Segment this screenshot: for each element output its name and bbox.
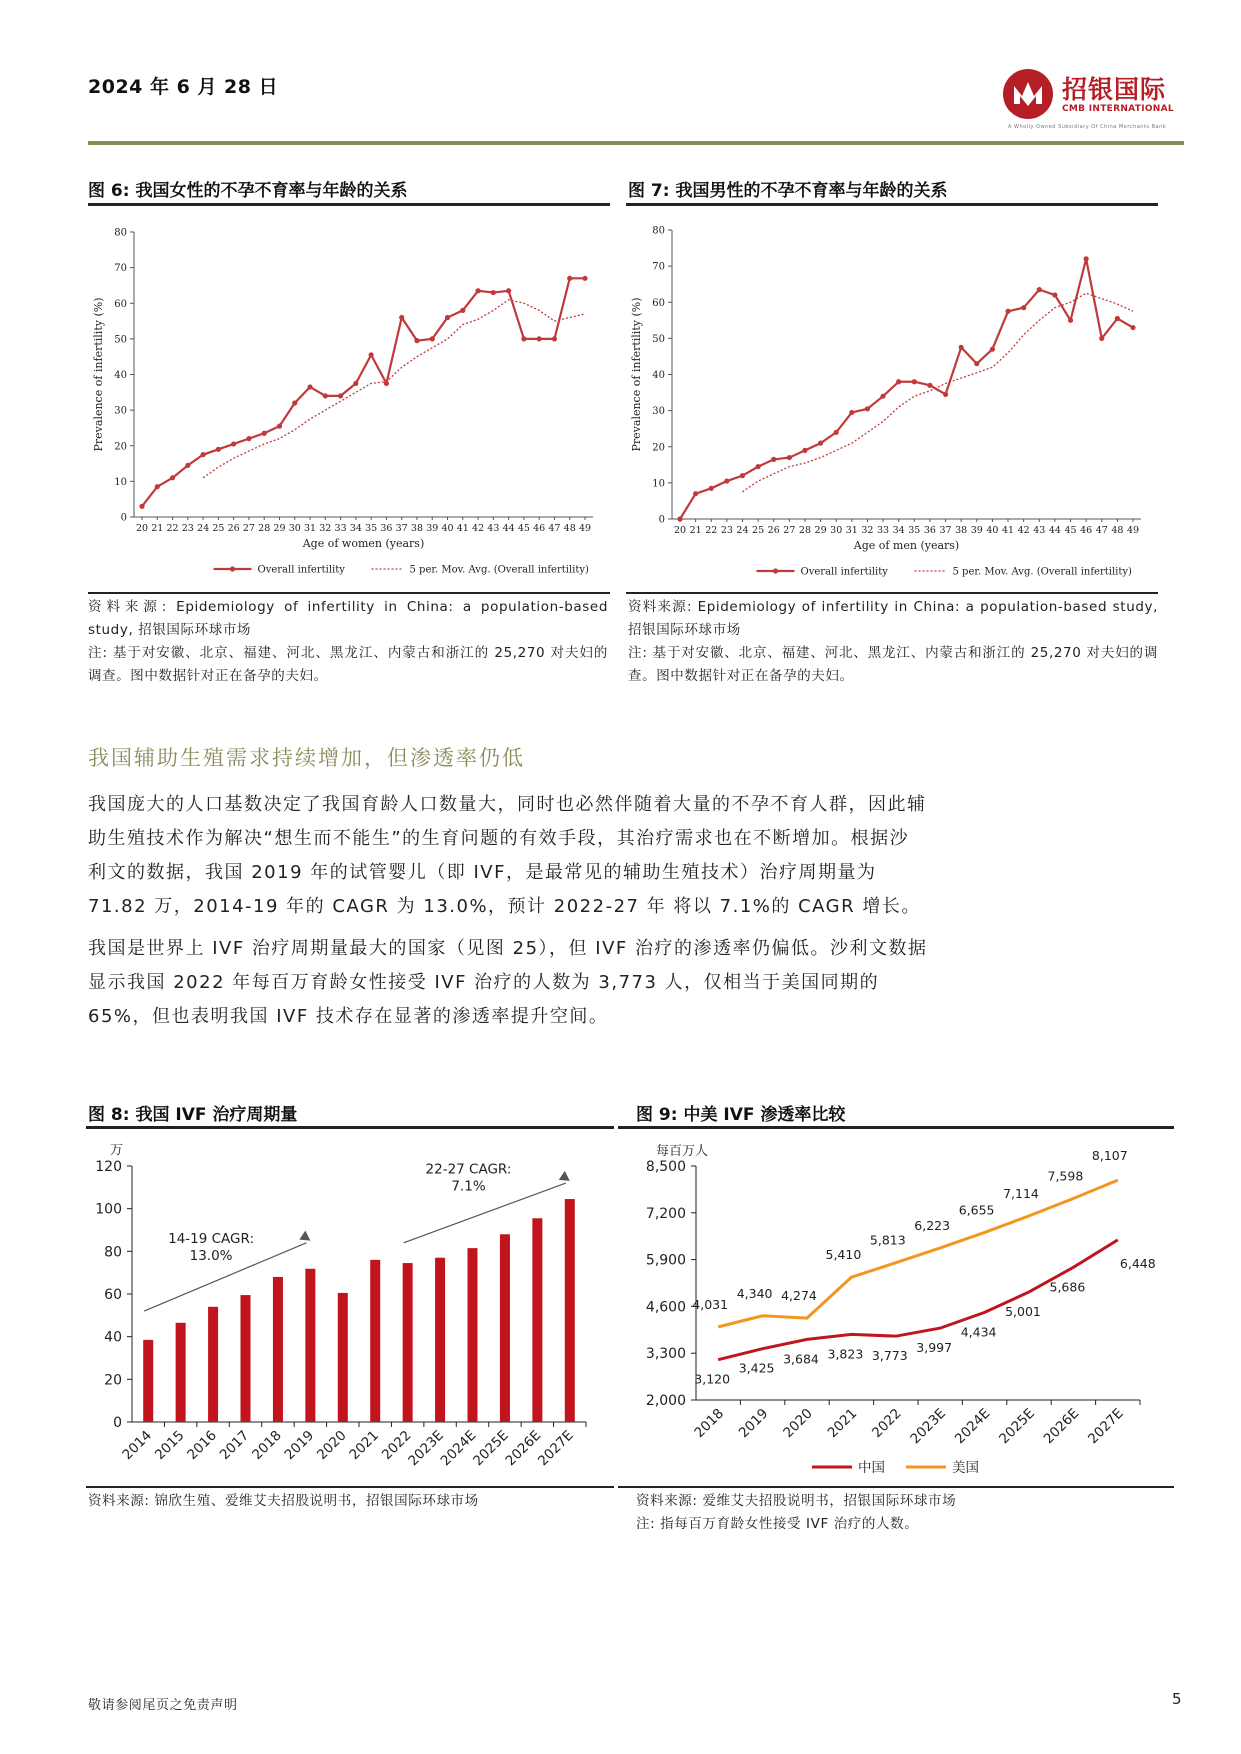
x-tick-label: 2014 [119,1427,156,1464]
data-point [338,393,343,398]
china-data-label: 3,773 [871,1348,908,1364]
data-point [865,406,870,411]
fig9-note: 注: 指每百万育龄女性接受 IVF 治疗的人数。 [636,1516,919,1532]
x-tick-label: 43 [487,523,500,534]
x-tick-label: 41 [456,523,469,534]
x-tick-label: 38 [955,525,968,536]
china-data-label: 6,448 [1119,1255,1156,1271]
x-tick-label: 26 [767,525,780,536]
us-data-label: 4,274 [781,1288,817,1304]
x-tick-label: 21 [151,523,164,534]
bar [338,1293,348,1422]
us-data-label: 8,107 [1091,1148,1128,1164]
bar [403,1263,413,1422]
legend-label-us: 美国 [952,1460,979,1476]
bar [143,1340,153,1422]
data-point [277,424,282,429]
x-tick-label: 47 [1095,525,1108,536]
cagr-arrowhead-1 [299,1231,310,1241]
y-tick-label: 60 [114,298,127,310]
fig6-bottom-rule [88,592,610,594]
data-point [771,457,776,462]
data-point [537,336,542,341]
series-line [142,278,585,506]
fig7-chart [626,208,1158,590]
y-tick-label: 80 [114,227,127,239]
x-tick-label: 41 [1001,525,1015,536]
x-tick-label: 48 [563,523,576,534]
bar [565,1199,575,1422]
data-point [896,379,901,384]
china-data-label: 4,434 [960,1324,997,1340]
y-tick-label: 60 [652,297,665,309]
x-tick-label: 2024E [437,1427,480,1470]
x-tick-label: 2023E [405,1427,447,1470]
x-tick-label: 33 [877,525,890,536]
x-tick-label: 22 [705,525,718,536]
y-tick-label: 10 [114,476,127,488]
x-tick-label: 29 [273,523,286,534]
data-point [1021,305,1026,310]
fig7-bottom-rule [626,592,1158,594]
bar [176,1323,186,1422]
y-tick-label: 20 [652,442,665,454]
header-rule [88,141,1184,145]
x-tick-label: 27 [783,525,796,536]
data-point [834,430,839,435]
legend-label-china: 中国 [858,1460,885,1476]
x-tick-label: 2021 [824,1405,861,1442]
data-point [521,336,526,341]
fig9-chart [618,1130,1174,1484]
x-tick-label: 2027E [534,1427,577,1470]
data-point [139,504,144,509]
x-tick-label: 31 [845,525,858,536]
us-data-label: 6,223 [914,1217,951,1233]
section-body [88,788,928,1042]
legend-label-moving-average: 5 per. Mov. Avg. (Overall infertility) [409,564,589,576]
fig8-source: 资料来源: 锦欣生殖、爱维艾夫招股说明书，招银国际环球市场 [88,1493,479,1509]
y-tick-label: 70 [114,263,127,275]
us-data-label: 7,114 [1003,1185,1039,1201]
x-tick-label: 2020 [780,1405,816,1442]
x-tick-label: 2020 [314,1427,350,1464]
data-point [724,478,729,483]
x-tick-label: 2024E [951,1405,994,1448]
legend-marker-overall [773,568,778,573]
moving-average-line [742,293,1133,492]
y-axis-title: Prevalence of infertility (%) [630,297,643,452]
paragraph-2: 我国是世界上 IVF 治疗周期量最大的国家（见图 25），但 IVF 治疗的渗透率仍偏低。沙利文数据显示我国 2022 年每百万育龄女性接受 IVF 治疗的人数为 3,773 人，仅相当于美国同期的 65%，但也表明我国 IVF 技术存在显著的渗透率提升空间。 [88,938,928,1027]
x-tick-label: 25 [752,525,765,536]
y-axis-title: Prevalence of infertility (%) [92,297,105,452]
logo-english-name: CMB INTERNATIONAL [1062,104,1174,114]
data-point [216,447,221,452]
us-data-label: 5,813 [869,1232,906,1248]
us-data-label: 5,410 [825,1247,862,1263]
data-point [262,431,267,436]
y-tick-label: 10 [652,478,665,490]
x-tick-label: 20 [673,525,687,536]
bar [208,1307,218,1422]
fig8-chart [86,1130,614,1484]
fig6-source [88,596,608,688]
fig8-top-rule [86,1126,614,1129]
data-point [1130,325,1135,330]
fig7-note: 注: 基于对安徽、北京、福建、河北、黑龙江、内蒙古和浙江的 25,270 对夫妇的调查。图中数据针对正在备孕的夫妇。 [628,645,1158,684]
china-data-label: 3,425 [738,1360,775,1376]
china-data-label: 3,997 [916,1340,953,1356]
data-point [912,379,917,384]
y-tick-label: 20 [114,441,127,453]
china-data-label: 5,001 [1005,1303,1041,1319]
china-data-label: 3,684 [783,1351,819,1367]
china-data-label: 3,823 [827,1346,864,1362]
data-point [1099,336,1104,341]
data-point [756,464,761,469]
x-tick-label: 32 [319,523,332,534]
x-tick-label: 30 [830,525,843,536]
x-tick-label: 26 [227,523,240,534]
fig9-bottom-rule [618,1486,1174,1488]
x-tick-label: 30 [288,523,301,534]
cagr-arrowhead-2 [559,1171,570,1181]
moving-average-line [203,300,585,478]
x-tick-label: 2022 [378,1427,415,1464]
logo-tagline: A Wholly Owned Subsidiary Of China Merchants Bank [1008,124,1167,130]
cagr-label-2-line1: 22-27 CAGR: [425,1161,512,1178]
legend-label-moving-average: 5 per. Mov. Avg. (Overall infertility) [952,566,1132,578]
x-tick-label: 24 [736,525,749,536]
data-point [353,381,358,386]
y-tick-label: 4,600 [645,1299,686,1316]
x-tick-label: 2025E [996,1405,1038,1448]
legend-label-overall: Overall infertility [800,566,888,578]
y-tick-label: 40 [652,370,665,381]
x-tick-label: 44 [1048,525,1061,536]
data-point [231,441,236,446]
y-tick-label: 30 [652,406,665,418]
data-point [927,383,932,388]
x-tick-label: 39 [970,525,983,536]
y-unit-label: 万 [110,1143,124,1158]
x-tick-label: 42 [1017,525,1030,536]
y-tick-label: 30 [114,405,127,417]
data-point [399,315,404,320]
x-tick-label: 25 [212,523,225,534]
fig9-title: 图 9: 中美 IVF 渗透率比较 [636,1105,846,1125]
fig7-title: 图 7: 我国男性的不孕不育率与年龄的关系 [628,181,948,201]
x-tick-label: 49 [1126,525,1140,536]
fig7-top-rule [626,203,1158,206]
x-tick-label: 31 [303,523,317,534]
x-tick-label: 22 [166,523,179,534]
data-point [693,491,698,496]
x-tick-label: 45 [1064,525,1077,536]
data-point [959,345,964,350]
x-tick-label: 37 [395,523,408,534]
y-tick-label: 7,200 [645,1205,686,1222]
report-date: 2024 年 6 月 28 日 [88,76,279,98]
x-tick-label: 34 [892,525,905,536]
data-point [1037,287,1042,292]
data-point [185,463,190,468]
x-tick-label: 2025E [470,1427,512,1470]
data-point [880,394,885,399]
x-tick-label: 46 [1080,525,1093,536]
x-tick-label: 33 [334,523,347,534]
x-axis-title: Age of women (years) [302,537,425,550]
section-heading: 我国辅助生殖需求持续增加，但渗透率仍低 [88,746,525,770]
data-point [430,336,435,341]
y-tick-label: 40 [114,370,127,381]
x-tick-label: 2019 [281,1427,318,1464]
x-tick-label: 34 [349,523,362,534]
x-tick-label: 32 [861,525,874,536]
x-tick-label: 39 [426,523,439,534]
bar [435,1258,445,1422]
x-axis-title: Age of men (years) [853,539,960,552]
cagr-label-2-line2: 7.1% [451,1178,486,1195]
bar [532,1218,542,1422]
x-tick-label: 2022 [869,1405,905,1442]
data-point [567,276,572,281]
y-tick-label: 8,500 [645,1159,686,1175]
legend-marker-overall [230,566,235,571]
x-tick-label: 2019 [735,1405,772,1442]
y-tick-label: 20 [104,1372,122,1389]
bar [468,1248,478,1422]
x-tick-label: 43 [1033,525,1046,536]
fig6-chart [88,208,610,590]
bar [370,1260,380,1422]
x-tick-label: 28 [258,523,271,534]
data-point [552,336,557,341]
y-tick-label: 80 [652,225,665,237]
x-tick-label: 42 [472,523,485,534]
y-tick-label: 5,900 [645,1252,686,1269]
data-point [849,410,854,415]
x-tick-label: 44 [502,523,515,534]
bar [241,1295,251,1422]
y-tick-label: 120 [95,1159,122,1175]
x-tick-label: 2026E [1040,1405,1083,1448]
data-point [445,315,450,320]
paragraph-1: 我国庞大的人口基数决定了我国育龄人口数量大，同时也必然伴随着大量的不孕不育人群，因此辅助生殖技术作为解决“想生而不能生”的生育问题的有效手段，其治疗需求也在不断增加。根据沙利文的数据，我国 2019 年的试管婴儿（即 IVF，是最常见的辅助生殖技术）治疗周期量为 71.82 万，2014-19 年的 CAGR 为 13.0%，预计 2022-27 年 将以 7.1%的 CAGR 增长。 [88,794,927,917]
footer-disclaimer: 敬请参阅尾页之免责声明 [88,1698,238,1713]
data-point [1005,309,1010,314]
fig6-top-rule [88,203,610,206]
fig8-bottom-rule [86,1486,614,1488]
cagr-label-1-line2: 13.0% [189,1247,233,1264]
y-tick-label: 60 [104,1287,122,1303]
fig6-note: 注: 基于对安徽、北京、福建、河北、黑龙江、内蒙古和浙江的 25,270 对夫妇的调查。图中数据针对正在备孕的夫妇。 [88,645,608,684]
us-data-label: 4,340 [736,1285,773,1301]
data-point [974,361,979,366]
fig9-top-rule [618,1126,1174,1129]
x-tick-label: 2027E [1084,1405,1127,1448]
y-tick-label: 50 [652,333,665,345]
china-data-label: 5,686 [1049,1279,1086,1295]
y-tick-label: 0 [658,514,665,526]
data-point [1115,316,1120,321]
y-tick-label: 70 [652,261,665,273]
data-point [740,473,745,478]
data-point [943,392,948,397]
data-point [1084,256,1089,261]
x-tick-label: 2026E [502,1427,545,1470]
data-point [155,484,160,489]
data-point [582,276,587,281]
data-point [709,486,714,491]
x-tick-label: 24 [197,523,210,534]
fig7-source-text: 资料来源: Epidemiology of infertility in China: a population-based study, 招银国际环球市场 [628,599,1158,638]
x-tick-label: 35 [365,523,378,534]
data-point [246,436,251,441]
us-data-label: 6,655 [958,1202,995,1218]
china-data-label: 3,120 [694,1371,731,1387]
x-tick-label: 27 [242,523,255,534]
x-tick-label: 20 [135,523,149,534]
x-tick-label: 2016 [184,1427,220,1464]
x-tick-label: 2018 [691,1405,728,1442]
y-tick-label: 80 [104,1244,122,1261]
x-tick-label: 49 [578,523,592,534]
data-point [1068,318,1073,323]
y-tick-label: 2,000 [645,1393,686,1409]
data-point [170,475,175,480]
fig7-source [628,596,1158,688]
bar [305,1269,315,1422]
x-tick-label: 45 [517,523,530,534]
x-tick-label: 46 [533,523,546,534]
data-point [475,288,480,293]
cmb-logo-icon [1000,66,1056,122]
x-tick-label: 29 [814,525,827,536]
data-point [369,352,374,357]
x-tick-label: 35 [908,525,921,536]
fig6-source-text: 资料来源: Epidemiology of infertility in China: a population-based study, 招银国际环球市场 [88,599,608,638]
x-tick-label: 2021 [346,1427,383,1464]
y-unit-label: 每百万人 [656,1144,709,1159]
data-point [491,290,496,295]
x-tick-label: 2018 [249,1427,285,1464]
data-point [460,308,465,313]
x-tick-label: 21 [689,525,702,536]
x-tick-label: 23 [720,525,733,536]
logo-chinese-name: 招银国际 [1062,75,1167,104]
series-line [680,259,1133,519]
data-point [292,400,297,405]
y-tick-label: 100 [95,1201,122,1218]
x-tick-label: 2015 [151,1427,188,1464]
bar [500,1234,510,1422]
x-tick-label: 47 [548,523,561,534]
data-point [414,338,419,343]
x-tick-label: 28 [798,525,812,536]
y-tick-label: 0 [113,1415,122,1431]
page-number: 5 [1172,1690,1182,1708]
y-tick-label: 3,300 [645,1346,686,1363]
x-tick-label: 2023E [907,1405,950,1448]
y-tick-label: 0 [120,512,127,524]
cagr-label-1-line1: 14-19 CAGR: [168,1230,255,1247]
x-tick-label: 40 [986,525,999,536]
fig6-title: 图 6: 我国女性的不孕不育率与年龄的关系 [88,181,408,201]
series-line [718,1180,1118,1327]
data-point [677,516,682,521]
x-tick-label: 2017 [216,1427,253,1464]
data-point [818,441,823,446]
y-tick-label: 40 [104,1329,122,1346]
legend-label-overall: Overall infertility [257,564,345,576]
x-tick-label: 38 [410,523,424,534]
x-tick-label: 37 [939,525,952,536]
data-point [201,452,206,457]
data-point [506,288,511,293]
data-point [787,455,792,460]
data-point [802,448,807,453]
data-point [1052,292,1057,297]
fig9-source: 资料来源: 爱维艾夫招股说明书，招银国际环球市场 [636,1493,957,1509]
bar [273,1277,283,1422]
data-point [323,393,328,398]
y-tick-label: 50 [114,334,127,346]
data-point [990,347,995,352]
us-data-label: 7,598 [1047,1168,1084,1184]
data-point [307,384,312,389]
us-data-label: 4,031 [692,1296,729,1312]
x-tick-label: 40 [441,523,454,534]
x-tick-label: 36 [380,523,393,534]
fig9-source-block [636,1490,956,1536]
x-tick-label: 36 [923,525,936,536]
fig8-title: 图 8: 我国 IVF 治疗周期量 [88,1105,298,1125]
x-tick-label: 23 [181,523,194,534]
x-tick-label: 48 [1111,525,1124,536]
